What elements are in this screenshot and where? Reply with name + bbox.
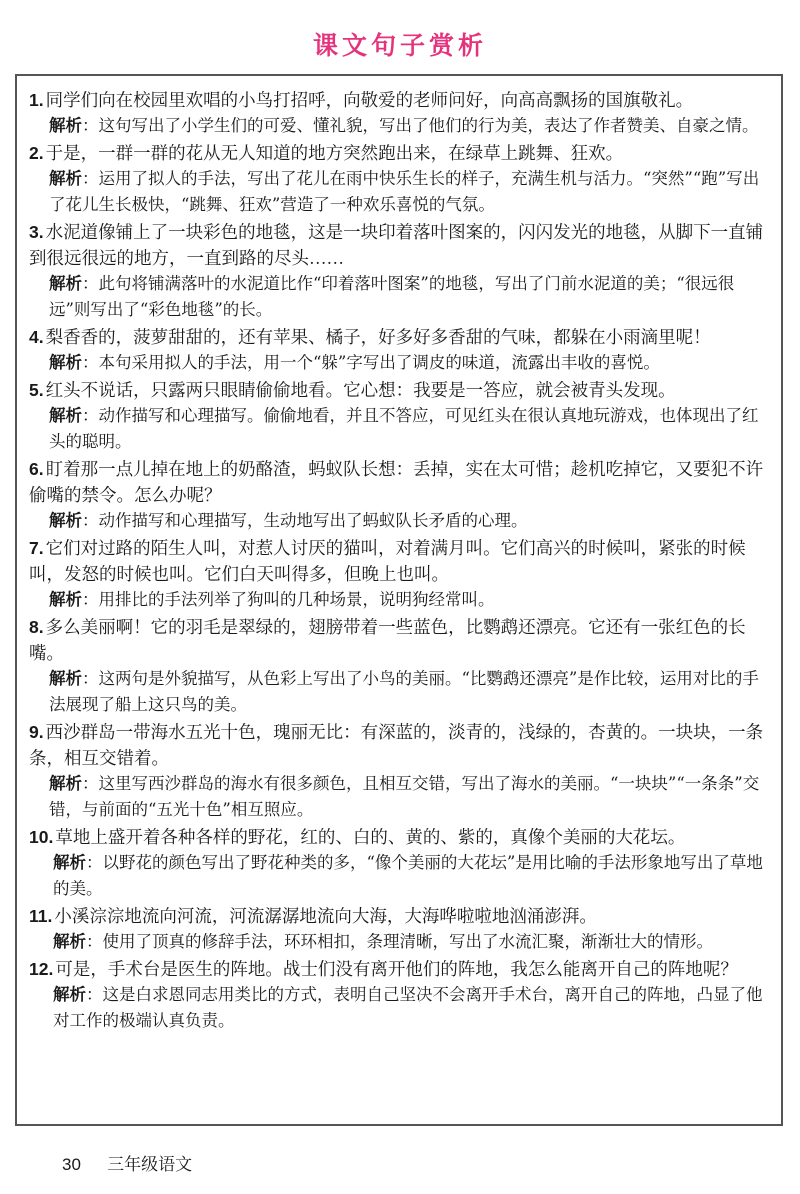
item-number: 2.	[29, 143, 44, 163]
sentence-text	[29, 377, 769, 403]
analysis-body: ：以野花的颜色写出了野花种类的多，“像个美丽的大花坛”是用比喻的手法形象地写出了草地的美。	[53, 853, 763, 898]
sentence-item	[29, 903, 769, 955]
analysis-text	[29, 271, 769, 323]
sentence-item	[29, 324, 769, 376]
analysis-text	[29, 508, 769, 534]
analysis-body: ：用排比的手法列举了狗叫的几种场景，说明狗经常叫。	[82, 590, 495, 609]
sentence-body: 同学们向在校园里欢唱的小鸟打招呼，向敬爱的老师问好，向高高飘扬的国旗敬礼。	[45, 90, 694, 110]
analysis-body: ：本句采用拟人的手法，用一个“躲”字写出了调皮的味道，流露出丰收的喜悦。	[82, 353, 660, 372]
item-number: 10.	[29, 827, 54, 847]
sentence-body: 多么美丽啊！它的羽毛是翠绿的，翅膀带着一些蓝色，比鹦鹉还漂亮。它还有一张红色的长嘴。	[29, 617, 746, 663]
analysis-body: ：此句将铺满落叶的水泥道比作“印着落叶图案”的地毯，写出了门前水泥道的美；“很远很远”则写出了“彩色地毯”的长。	[49, 274, 735, 319]
sentence-text	[29, 903, 769, 929]
analysis-label: 解析	[49, 170, 82, 188]
item-number: 8.	[29, 617, 44, 637]
item-number: 1.	[29, 90, 44, 110]
sentence-item	[29, 614, 769, 718]
analysis-text	[29, 166, 769, 218]
sentence-text	[29, 719, 769, 771]
sentence-item	[29, 87, 769, 139]
analysis-label: 解析	[49, 512, 82, 530]
item-number: 3.	[29, 222, 44, 242]
sentence-item	[29, 824, 769, 902]
item-number: 5.	[29, 380, 44, 400]
sentence-body: 红头不说话，只露两只眼睛偷偷地看。它心想：我要是一答应，就会被青头发现。	[45, 380, 676, 400]
analysis-label: 解析	[53, 933, 86, 951]
sentence-body: 草地上盛开着各种各样的野花，红的、白的、黄的、紫的，真像个美丽的大花坛。	[55, 827, 686, 847]
sentence-text	[29, 956, 769, 982]
content-frame	[15, 74, 783, 1126]
sentence-body: 它们对过路的陌生人叫，对惹人讨厌的猫叫，对着满月叫。它们高兴的时候叫，紧张的时候叫，发怒的时候也叫。它们白天叫得多，但晚上也叫。	[29, 538, 746, 584]
item-number: 7.	[29, 538, 44, 558]
analysis-text	[29, 587, 769, 613]
sentence-text	[29, 535, 769, 587]
analysis-body: ：这里写西沙群岛的海水有很多颜色，且相互交错，写出了海水的美丽。“一块块”“一条条”交错，与前面的“五光十色”相互照应。	[49, 774, 760, 819]
analysis-label: 解析	[53, 854, 86, 872]
analysis-text	[29, 350, 769, 376]
analysis-label: 解析	[49, 591, 82, 609]
analysis-label: 解析	[49, 354, 82, 372]
sentence-body: 于是，一群一群的花从无人知道的地方突然跑出来，在绿草上跳舞、狂欢。	[45, 143, 624, 163]
analysis-text	[29, 850, 769, 902]
book-name: 三年级语文	[107, 1155, 193, 1174]
analysis-label: 解析	[49, 117, 82, 135]
analysis-text	[29, 113, 769, 139]
sentence-text	[29, 219, 769, 271]
analysis-label: 解析	[49, 275, 82, 293]
analysis-text	[29, 666, 769, 718]
sentence-body: 西沙群岛一带海水五光十色，瑰丽无比：有深蓝的，淡青的，浅绿的，杏黄的。一块块，一条条，相互交错着。	[29, 722, 764, 768]
sentence-item	[29, 956, 769, 1034]
item-number: 6.	[29, 459, 44, 479]
analysis-body: ：这两句是外貌描写，从色彩上写出了小鸟的美丽。“比鹦鹉还漂亮”是作比较，运用对比的手法展现了船上这只鸟的美。	[49, 669, 759, 714]
analysis-label: 解析	[49, 407, 82, 425]
sentence-text	[29, 456, 769, 508]
sentence-item	[29, 719, 769, 823]
sentence-body: 梨香香的，菠萝甜甜的，还有苹果、橘子，好多好多香甜的气味，都躲在小雨滴里呢！	[45, 327, 711, 347]
item-number: 11.	[29, 906, 53, 926]
sentence-text	[29, 824, 769, 850]
analysis-body: ：使用了顶真的修辞手法，环环相扣，条理清晰，写出了水流汇聚，渐渐壮大的情形。	[86, 932, 713, 951]
analysis-body: ：这句写出了小学生们的可爱、懂礼貌，写出了他们的行为美，表达了作者赞美、自豪之情。	[82, 116, 759, 135]
sentence-item	[29, 219, 769, 323]
sentence-body: 水泥道像铺上了一块彩色的地毯，这是一块印着落叶图案的，闪闪发光的地毯，从脚下一直铺到很远很远的地方，一直到路的尽头……	[29, 222, 764, 268]
item-number: 9.	[29, 722, 44, 742]
sentence-text	[29, 87, 769, 113]
sentence-item	[29, 456, 769, 534]
sentence-item	[29, 535, 769, 613]
sentence-body: 小溪淙淙地流向河流，河流潺潺地流向大海，大海哗啦啦地汹涌澎湃。	[54, 906, 597, 926]
analysis-text	[29, 929, 769, 955]
analysis-body: ：动作描写和心理描写，生动地写出了蚂蚁队长矛盾的心理。	[82, 511, 528, 530]
sentence-body: 可是，手术台是医生的阵地。战士们没有离开他们的阵地，我怎么能离开自己的阵地呢？	[55, 959, 738, 979]
page-footer	[62, 1150, 192, 1175]
analysis-label: 解析	[53, 986, 86, 1004]
sentence-item	[29, 140, 769, 218]
sentence-text	[29, 324, 769, 350]
sentence-body: 盯着那一点儿掉在地上的奶酪渣，蚂蚁队长想：丢掉，实在太可惜；趁机吃掉它，又要犯不许偷嘴的禁令。怎么办呢？	[29, 459, 764, 505]
item-number: 4.	[29, 327, 44, 347]
analysis-body: ：运用了拟人的手法，写出了花儿在雨中快乐生长的样子，充满生机与活力。“突然”“跑”写出了花儿生长极快，“跳舞、狂欢”营造了一种欢乐喜悦的气氛。	[49, 169, 760, 214]
page-title: 课文句子赏析	[312, 31, 487, 60]
sentence-item	[29, 377, 769, 455]
analysis-label: 解析	[49, 670, 82, 688]
analysis-label: 解析	[49, 775, 82, 793]
analysis-body: ：动作描写和心理描写。偷偷地看，并且不答应，可见红头在很认真地玩游戏，也体现出了红头的聪明。	[49, 406, 759, 451]
sentence-text	[29, 614, 769, 666]
sentence-text	[29, 140, 769, 166]
analysis-text	[29, 982, 769, 1034]
analysis-body: ：这是白求恩同志用类比的方式，表明自己坚决不会离开手术台，离开自己的阵地，凸显了他对工作的极端认真负责。	[53, 985, 763, 1030]
item-number: 12.	[29, 959, 54, 979]
analysis-text	[29, 403, 769, 455]
page-number: 30	[62, 1155, 81, 1174]
analysis-text	[29, 771, 769, 823]
